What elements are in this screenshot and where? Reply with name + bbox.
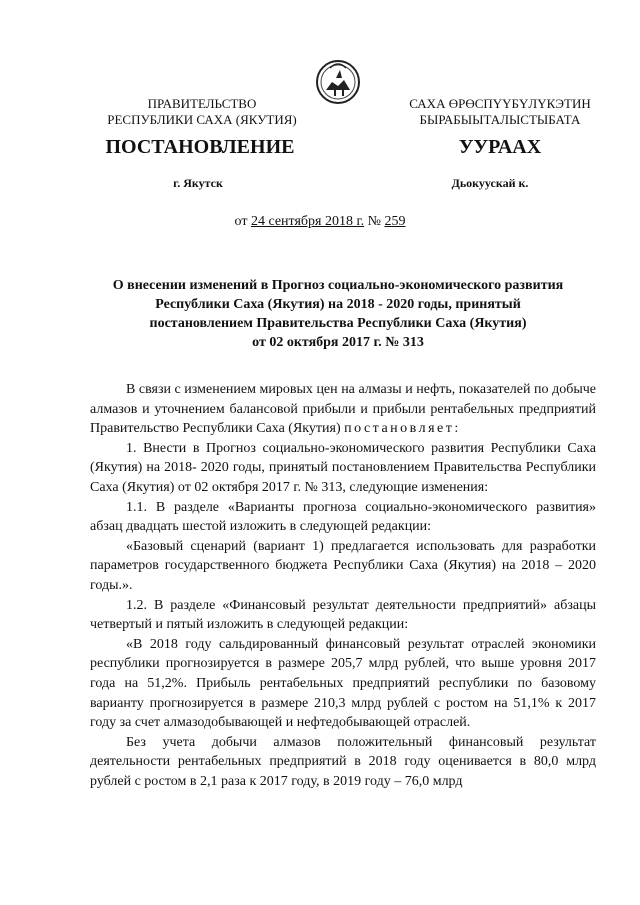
government-name-ru	[96, 96, 308, 128]
government-name-sah-line2: БЫРАБЫЫТАЛЫСТЫБАТА	[419, 112, 581, 127]
document-dateline	[0, 214, 640, 230]
title-line3: постановлением Правительства Республики Саха (Якутия)	[149, 316, 527, 331]
city-sah: Дьокуускай к.	[451, 176, 529, 190]
preamble-text: В связи с изменением мировых цен на алмазы и нефть, показателей по добыче алмазов и уточнением балансовой прибыли и прибыли рентабельных предприятий Правительство Республики Саха (Якутия)	[90, 382, 596, 437]
paragraph-item-1-1: 1.1. В разделе «Варианты прогноза социально-экономического развития» абзац двадцать шестой изложить в следующей редакции:	[90, 499, 596, 535]
resolves-keyword: постановляет:	[344, 421, 461, 437]
document-date: 24 сентября 2018 г.	[250, 214, 365, 229]
paragraph-item-1-2: 1.2. В разделе «Финансовый результат деятельности предприятий» абзацы четвертый и пятый изложить в следующей редакции:	[90, 597, 596, 633]
title-line4: от 02 октября 2017 г. № 313	[252, 335, 424, 350]
document-title	[86, 276, 590, 352]
document-number: 259	[384, 214, 406, 229]
dateline-prefix: от	[234, 214, 248, 229]
government-name-ru-line2: РЕСПУБЛИКИ САХА (ЯКУТИЯ)	[107, 112, 297, 127]
paragraph-quote-2018-result: «В 2018 году сальдированный финансовый результат отраслей экономики республики прогнозируется в размере 205,7 млрд рублей, что выше уровня 2017 года на 51,2%. Прибыль рентабельных предприятий республики по базовому варианту прогнозируется в размере 210,3 млрд рублей с ростом на 51,1% к 2017 году за счет алмазодобывающей и нефтедобывающей отраслей.	[90, 636, 596, 731]
paragraph-item-1: 1. Внести в Прогноз социально-экономического развития Республики Саха (Якутия) на 2018- 2020 годы, принятый постановлением Правительства Республики Саха (Якутия) от 02 октября 2017 г. № 313, следующие изменения:	[90, 440, 596, 495]
city-ru: г. Якутск	[173, 176, 223, 190]
government-name-ru-line1: ПРАВИТЕЛЬСТВО	[147, 96, 257, 111]
coat-of-arms-emblem	[314, 56, 362, 112]
title-line1: О внесении изменений в Прогноз социально-экономического развития	[112, 278, 564, 293]
doc-type-sah: УУРААХ	[458, 136, 542, 158]
paragraph-preamble	[90, 380, 596, 439]
doc-type-ru: ПОСТАНОВЛЕНИЕ	[105, 136, 295, 158]
government-name-sah	[392, 96, 608, 128]
document-body	[90, 380, 596, 791]
paragraph-quote-base-scenario: «Базовый сценарий (вариант 1) предлагается использовать для разработки параметров государственного бюджета Республики Саха (Якутия) на 2018 – 2020 годы.».	[90, 538, 596, 593]
government-name-sah-line1: САХА ӨРӨСПҮҮБҮЛҮКЭТИН	[409, 96, 591, 111]
title-line2: Республики Саха (Якутия) на 2018 - 2020 годы, принятый	[155, 297, 521, 312]
number-sign: №	[367, 214, 381, 229]
paragraph-without-diamonds: Без учета добычи алмазов положительный финансовый результат деятельности рентабельных предприятий в 2018 году оценивается в 80,0 млрд рублей с ростом в 2,1 раза к 2017 году, в 2019 году – 76,0 млрд	[90, 734, 596, 789]
